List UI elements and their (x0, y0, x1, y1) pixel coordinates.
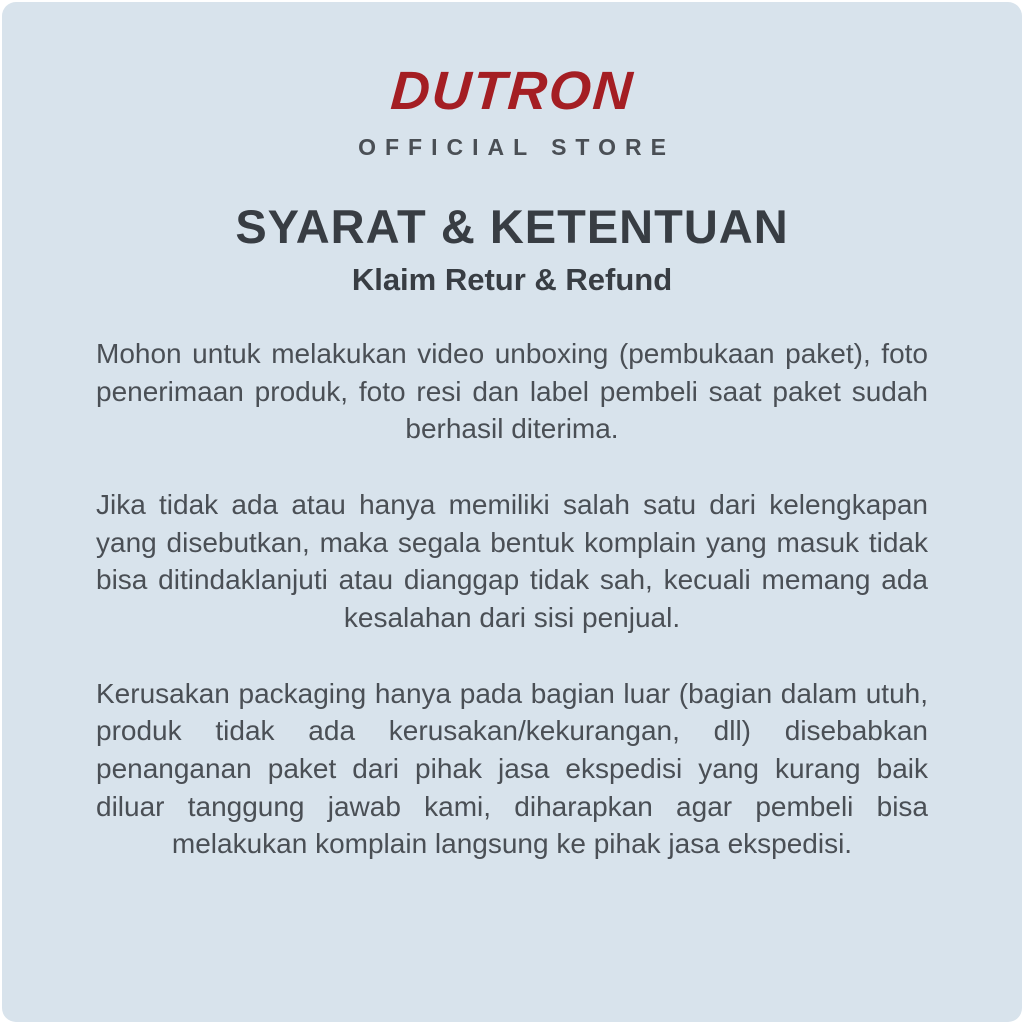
page-subtitle: Klaim Retur & Refund (351, 262, 673, 297)
paragraph-packaging-damage: Kerusakan packaging hanya pada bagian luar (bagian dalam utuh, produk tidak ada kerusakan/kekurangan, dll) disebabkan penanganan paket dari pihak jasa ekspedisi yang kurang baik diluar tanggung jawab kami, diharapkan agar pembeli bisa melakukan komplain langsung ke pihak jasa ekspedisi. (96, 677, 928, 860)
brand-header (96, 60, 928, 159)
terms-body (96, 335, 928, 863)
paragraph-incomplete-evidence: Jika tidak ada atau hanya memiliki salah satu dari kelengkapan yang disebutkan, maka segala bentuk komplain yang masuk tidak bisa ditindaklanjuti atau dianggap tidak sah, kecuali memang ada kesalahan dari sisi penjual. (96, 488, 928, 633)
terms-card (2, 2, 1022, 1022)
page-title: SYARAT & KETENTUAN (235, 200, 789, 253)
official-store-label: OFFICIAL STORE (358, 134, 675, 160)
paragraph-unboxing-requirement: Mohon untuk melakukan video unboxing (pembukaan paket), foto penerimaan produk, foto resi dan label pembeli saat paket sudah berhasil diterima. (96, 338, 928, 445)
dutron-logo: DUTRON (388, 61, 636, 121)
